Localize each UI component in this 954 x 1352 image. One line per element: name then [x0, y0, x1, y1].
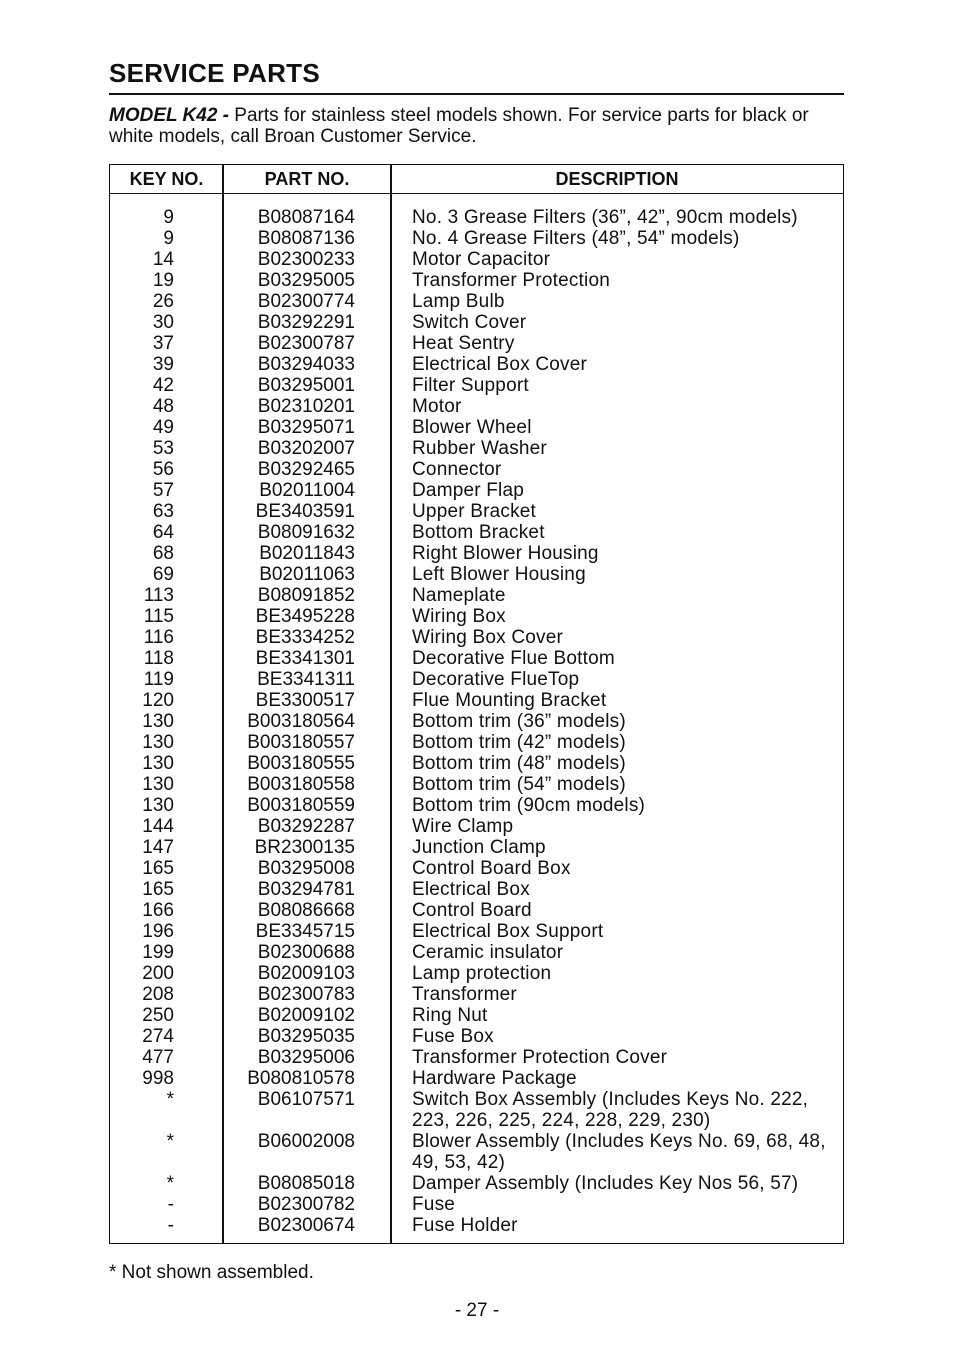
description-cell: Lamp Bulb — [412, 291, 505, 312]
description-cell: No. 3 Grease Filters (36”, 42”, 90cm models) — [412, 207, 798, 228]
table-row — [110, 396, 843, 417]
table-row — [110, 732, 843, 753]
part-no-cell: B08091852 — [257, 585, 355, 606]
description-cell: Bottom trim (42” models) — [412, 732, 626, 753]
table-row — [110, 438, 843, 459]
part-no-cell: B08087164 — [257, 207, 355, 228]
description-cell: Blower Assembly (Includes Keys No. 69, 68, 48, 49, 53, 42) — [412, 1131, 826, 1173]
part-no-cell: B02300787 — [257, 333, 355, 354]
key-no-cell: * — [166, 1131, 174, 1152]
key-no-cell: 26 — [152, 291, 174, 312]
description-cell: Wire Clamp — [412, 816, 514, 837]
table-row — [110, 354, 843, 375]
description-cell: Transformer Protection — [412, 270, 610, 291]
part-no-cell: B03294781 — [257, 879, 355, 900]
description-cell: Fuse — [412, 1194, 456, 1215]
key-no-cell: 69 — [152, 564, 174, 585]
key-no-cell: 120 — [142, 690, 174, 711]
part-no-cell: B003180559 — [247, 795, 355, 816]
part-no-cell: B03295005 — [257, 270, 355, 291]
key-no-cell: - — [167, 1194, 174, 1215]
key-no-cell: 200 — [142, 963, 174, 984]
part-no-cell: BR2300135 — [254, 837, 355, 858]
table-row — [110, 1005, 843, 1026]
table-row — [110, 711, 843, 732]
part-no-cell: B06002008 — [257, 1131, 355, 1152]
key-no-cell: 14 — [152, 249, 174, 270]
model-label: MODEL K42 - — [109, 105, 230, 126]
description-cell: Switch Cover — [412, 312, 527, 333]
table-row — [110, 564, 843, 585]
description-cell: Bottom trim (48” models) — [412, 753, 626, 774]
part-no-cell: B003180564 — [247, 711, 355, 732]
part-no-cell: B02300674 — [257, 1215, 355, 1236]
intro-paragraph — [109, 105, 849, 147]
part-no-cell: B02009102 — [257, 1005, 355, 1026]
table-row — [110, 627, 843, 648]
part-no-cell: B03292291 — [257, 312, 355, 333]
key-no-cell: * — [166, 1173, 174, 1194]
description-cell: Motor Capacitor — [412, 249, 551, 270]
part-no-cell: B03294033 — [257, 354, 355, 375]
part-no-cell: B02300688 — [257, 942, 355, 963]
description-cell: Wiring Box — [412, 606, 506, 627]
part-no-cell: B08087136 — [257, 228, 355, 249]
part-no-cell: B03292287 — [257, 816, 355, 837]
key-no-cell: 199 — [142, 942, 174, 963]
description-cell: Ceramic insulator — [412, 942, 564, 963]
key-no-cell: 144 — [142, 816, 174, 837]
description-cell: Filter Support — [412, 375, 529, 396]
description-cell: Electrical Box Support — [412, 921, 604, 942]
description-cell: Junction Clamp — [412, 837, 546, 858]
title-rule — [109, 93, 844, 95]
key-no-cell: 166 — [142, 900, 174, 921]
key-no-cell: 116 — [143, 627, 174, 648]
description-cell: Heat Sentry — [412, 333, 515, 354]
table-row — [110, 879, 843, 900]
part-no-cell: B02300233 — [257, 249, 355, 270]
part-no-cell: B003180557 — [247, 732, 355, 753]
description-cell: Control Board Box — [412, 858, 571, 879]
part-no-cell: BE3403591 — [255, 501, 355, 522]
table-row — [110, 480, 843, 501]
page-title: SERVICE PARTS — [109, 58, 320, 88]
table-row — [110, 501, 843, 522]
footnote: * Not shown assembled. — [109, 1262, 314, 1283]
table-row — [110, 690, 843, 711]
table-row — [110, 753, 843, 774]
table-row — [110, 228, 843, 249]
key-no-cell: 196 — [142, 921, 174, 942]
description-cell: Fuse Holder — [412, 1215, 518, 1236]
table-row — [110, 900, 843, 921]
key-no-cell: 130 — [142, 795, 174, 816]
key-no-cell: 30 — [152, 312, 174, 333]
description-cell: Blower Wheel — [412, 417, 532, 438]
table-row — [110, 648, 843, 669]
part-no-cell: B06107571 — [257, 1089, 355, 1110]
key-no-cell: * — [166, 1089, 174, 1110]
table-row — [110, 522, 843, 543]
description-cell: Bottom trim (54” models) — [412, 774, 626, 795]
description-cell: Nameplate — [412, 585, 506, 606]
key-no-cell: 9 — [163, 228, 174, 249]
description-cell: Wiring Box Cover — [412, 627, 564, 648]
table-row — [110, 816, 843, 837]
table-row — [110, 1047, 843, 1068]
description-cell: Electrical Box Cover — [412, 354, 588, 375]
part-no-cell: B003180558 — [247, 774, 355, 795]
description-cell: Hardware Package — [412, 1068, 577, 1089]
key-no-cell: 56 — [152, 459, 174, 480]
table-row — [110, 1173, 843, 1194]
description-cell: Rubber Washer — [412, 438, 547, 459]
part-no-cell: B02011843 — [259, 543, 355, 564]
description-cell: Connector — [412, 459, 502, 480]
description-cell: Switch Box Assembly (Includes Keys No. 222, 223, 226, 225, 224, 228, 229, 230) — [412, 1089, 809, 1131]
description-cell: Damper Assembly (Includes Key Nos 56, 57) — [412, 1173, 799, 1194]
part-no-cell: BE3341311 — [257, 669, 355, 690]
key-no-cell: 49 — [152, 417, 174, 438]
key-no-cell: 274 — [142, 1026, 174, 1047]
table-row — [110, 417, 843, 438]
part-no-cell: B02300774 — [257, 291, 355, 312]
key-no-cell: 19 — [152, 270, 174, 291]
part-no-cell: B02310201 — [257, 396, 355, 417]
table-row — [110, 543, 843, 564]
key-no-cell: 250 — [142, 1005, 174, 1026]
part-no-cell: B03292465 — [257, 459, 355, 480]
key-no-cell: 9 — [163, 207, 174, 228]
table-header — [110, 165, 843, 194]
key-no-cell: 48 — [152, 396, 174, 417]
part-no-cell: B03295008 — [257, 858, 355, 879]
table-row — [110, 606, 843, 627]
part-no-cell: B03295035 — [257, 1026, 355, 1047]
key-no-cell: 165 — [142, 858, 174, 879]
table-row — [110, 837, 843, 858]
key-no-cell: 130 — [142, 732, 174, 753]
description-cell: Right Blower Housing — [412, 543, 599, 564]
table-row — [110, 459, 843, 480]
table-body — [110, 207, 843, 1236]
key-no-cell: 63 — [152, 501, 174, 522]
header-part-no: PART NO. — [264, 169, 350, 189]
part-no-cell: B08085018 — [257, 1173, 355, 1194]
page-number: - 27 - — [454, 1300, 500, 1321]
header-description: DESCRIPTION — [555, 169, 679, 189]
part-no-cell: B03295071 — [257, 417, 355, 438]
part-no-cell: BE3341301 — [255, 648, 355, 669]
part-no-cell: B02300783 — [257, 984, 355, 1005]
key-no-cell: 37 — [152, 333, 174, 354]
key-no-cell: 130 — [142, 774, 174, 795]
description-cell: Fuse Box — [412, 1026, 494, 1047]
description-cell: Left Blower Housing — [412, 564, 586, 585]
intro-text: Parts for stainless steel models shown. For service parts for black or white models, call Broan Customer Service. — [109, 105, 809, 147]
table-row — [110, 942, 843, 963]
table-row — [110, 921, 843, 942]
part-no-cell: B02009103 — [257, 963, 355, 984]
part-no-cell: B03202007 — [257, 438, 355, 459]
key-no-cell: 42 — [152, 375, 174, 396]
header-key-no: KEY NO. — [129, 169, 204, 189]
description-cell: Transformer — [412, 984, 517, 1005]
part-no-cell: B02011063 — [259, 564, 355, 585]
description-cell: Electrical Box — [412, 879, 530, 900]
description-cell: Bottom Bracket — [412, 522, 545, 543]
table-row — [110, 1215, 843, 1236]
key-no-cell: 165 — [142, 879, 174, 900]
table-row — [110, 291, 843, 312]
part-no-cell: B080810578 — [247, 1068, 355, 1089]
table-row — [110, 984, 843, 1005]
description-cell: Ring Nut — [412, 1005, 488, 1026]
table-row — [110, 1194, 843, 1215]
key-no-cell: 64 — [152, 522, 174, 543]
table-row — [110, 249, 843, 270]
part-no-cell: B08086668 — [257, 900, 355, 921]
table-row — [110, 333, 843, 354]
table-row — [110, 585, 843, 606]
description-cell: Control Board — [412, 900, 532, 921]
part-no-cell: BE3334252 — [255, 627, 355, 648]
key-no-cell: 208 — [142, 984, 174, 1005]
table-row — [110, 963, 843, 984]
description-cell: Lamp protection — [412, 963, 552, 984]
description-cell: Damper Flap — [412, 480, 525, 501]
part-no-cell: BE3345715 — [255, 921, 355, 942]
table-row — [110, 1068, 843, 1089]
table-row — [110, 1026, 843, 1047]
part-no-cell: B02300782 — [257, 1194, 355, 1215]
part-no-cell: BE3300517 — [255, 690, 355, 711]
description-cell: Bottom trim (90cm models) — [412, 795, 646, 816]
key-no-cell: 130 — [142, 753, 174, 774]
table-row — [110, 375, 843, 396]
parts-table — [109, 164, 844, 1244]
part-no-cell: B08091632 — [257, 522, 355, 543]
table-row — [110, 669, 843, 690]
key-no-cell: 130 — [142, 711, 174, 732]
key-no-cell: 39 — [152, 354, 174, 375]
table-row — [110, 1089, 843, 1131]
key-no-cell: 68 — [152, 543, 174, 564]
part-no-cell: B03295006 — [257, 1047, 355, 1068]
description-cell: No. 4 Grease Filters (48”, 54” models) — [412, 228, 740, 249]
key-no-cell: - — [167, 1215, 174, 1236]
table-row — [110, 858, 843, 879]
key-no-cell: 119 — [143, 669, 174, 690]
key-no-cell: 53 — [152, 438, 174, 459]
key-no-cell: 57 — [152, 480, 174, 501]
key-no-cell: 477 — [142, 1047, 174, 1068]
description-cell: Decorative FlueTop — [412, 669, 580, 690]
part-no-cell: BE3495228 — [255, 606, 355, 627]
part-no-cell: B003180555 — [247, 753, 355, 774]
table-row — [110, 312, 843, 333]
description-cell: Transformer Protection Cover — [412, 1047, 668, 1068]
key-no-cell: 998 — [142, 1068, 174, 1089]
table-row — [110, 270, 843, 291]
key-no-cell: 115 — [143, 606, 174, 627]
part-no-cell: B03295001 — [257, 375, 355, 396]
key-no-cell: 118 — [143, 648, 174, 669]
table-row — [110, 207, 843, 228]
description-cell: Upper Bracket — [412, 501, 537, 522]
key-no-cell: 147 — [142, 837, 174, 858]
table-row — [110, 1131, 843, 1173]
part-no-cell: B02011004 — [259, 480, 355, 501]
description-cell: Flue Mounting Bracket — [412, 690, 607, 711]
key-no-cell: 113 — [143, 585, 174, 606]
description-cell: Bottom trim (36” models) — [412, 711, 626, 732]
table-row — [110, 795, 843, 816]
description-cell: Motor — [412, 396, 462, 417]
description-cell: Decorative Flue Bottom — [412, 648, 615, 669]
table-row — [110, 774, 843, 795]
